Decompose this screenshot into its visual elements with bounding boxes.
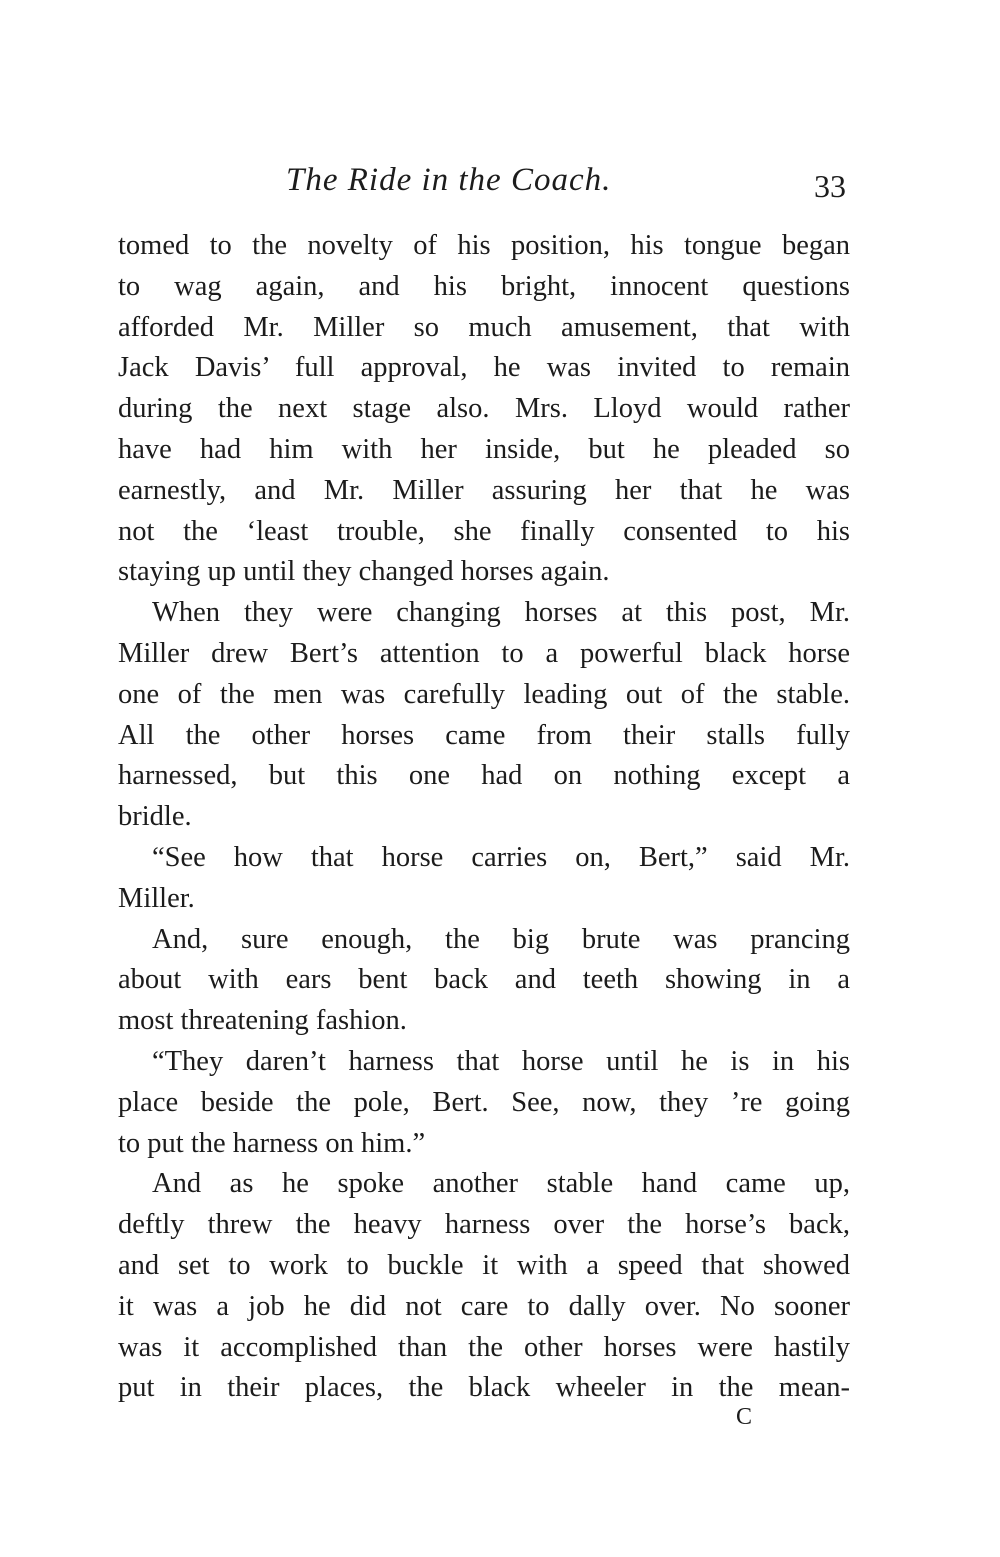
text-line: was it accomplished than the other horses were hastily — [118, 1331, 850, 1363]
text-line: place beside the pole, Bert. See, now, they ’re going — [118, 1086, 850, 1118]
running-head — [118, 162, 850, 202]
text-line: have had him with her inside, but he pleaded so — [118, 433, 850, 465]
text-line: one of the men was carefully leading out of the stable. — [118, 678, 850, 710]
text-line: about with ears bent back and teeth showing in a — [118, 964, 850, 996]
text-line: All the other horses came from their stalls fully — [118, 719, 850, 751]
text-line: tomed to the novelty of his position, his tongue began — [118, 230, 850, 261]
paragraph — [118, 226, 850, 593]
page-number: 33 — [814, 168, 846, 204]
text-line: to put the harness on him.” — [118, 1127, 426, 1159]
text-line: not the ‘least trouble, she finally consented to his — [118, 515, 850, 547]
text-line: it was a job he did not care to dally over. No sooner — [118, 1290, 850, 1322]
text-line: bridle. — [118, 801, 192, 833]
text-line: Miller drew Bert’s attention to a powerful black horse — [118, 637, 850, 669]
text-line: “They daren’t harness that horse until he is in his — [152, 1045, 850, 1077]
text-line: Jack Davis’ full approval, he was invited to remain — [118, 352, 850, 384]
text-line: harnessed, but this one had on nothing except a — [118, 760, 850, 792]
running-title: The Ride in the Coach. — [286, 162, 612, 198]
text-line: staying up until they changed horses again. — [118, 556, 610, 588]
text-line: And as he spoke another stable hand came up, — [152, 1168, 850, 1200]
text-line: “See how that horse carries on, Bert,” said Mr. — [152, 841, 850, 873]
paragraph — [118, 1042, 850, 1164]
text-line: And, sure enough, the big brute was prancing — [152, 923, 850, 955]
text-line: put in their places, the black wheeler in the mean- — [118, 1372, 850, 1404]
text-line: afforded Mr. Miller so much amusement, that with — [118, 311, 850, 343]
text-line: When they were changing horses at this post, Mr. — [152, 597, 850, 629]
paragraph — [118, 1164, 850, 1409]
paragraph — [118, 920, 850, 1042]
text-line: to wag again, and his bright, innocent questions — [118, 270, 850, 302]
body-text — [118, 226, 850, 1409]
text-line: most threatening fashion. — [118, 1005, 407, 1037]
text-line: during the next stage also. Mrs. Lloyd would rather — [118, 393, 850, 425]
text-line: Miller. — [118, 882, 195, 914]
text-line: and set to work to buckle it with a speed that showed — [118, 1249, 850, 1281]
signature-mark: C — [736, 1404, 753, 1430]
text-line: earnestly, and Mr. Miller assuring her that he was — [118, 474, 850, 506]
paragraph — [118, 593, 850, 838]
text-line: deftly threw the heavy harness over the horse’s back, — [118, 1209, 850, 1241]
paragraph — [118, 838, 850, 920]
